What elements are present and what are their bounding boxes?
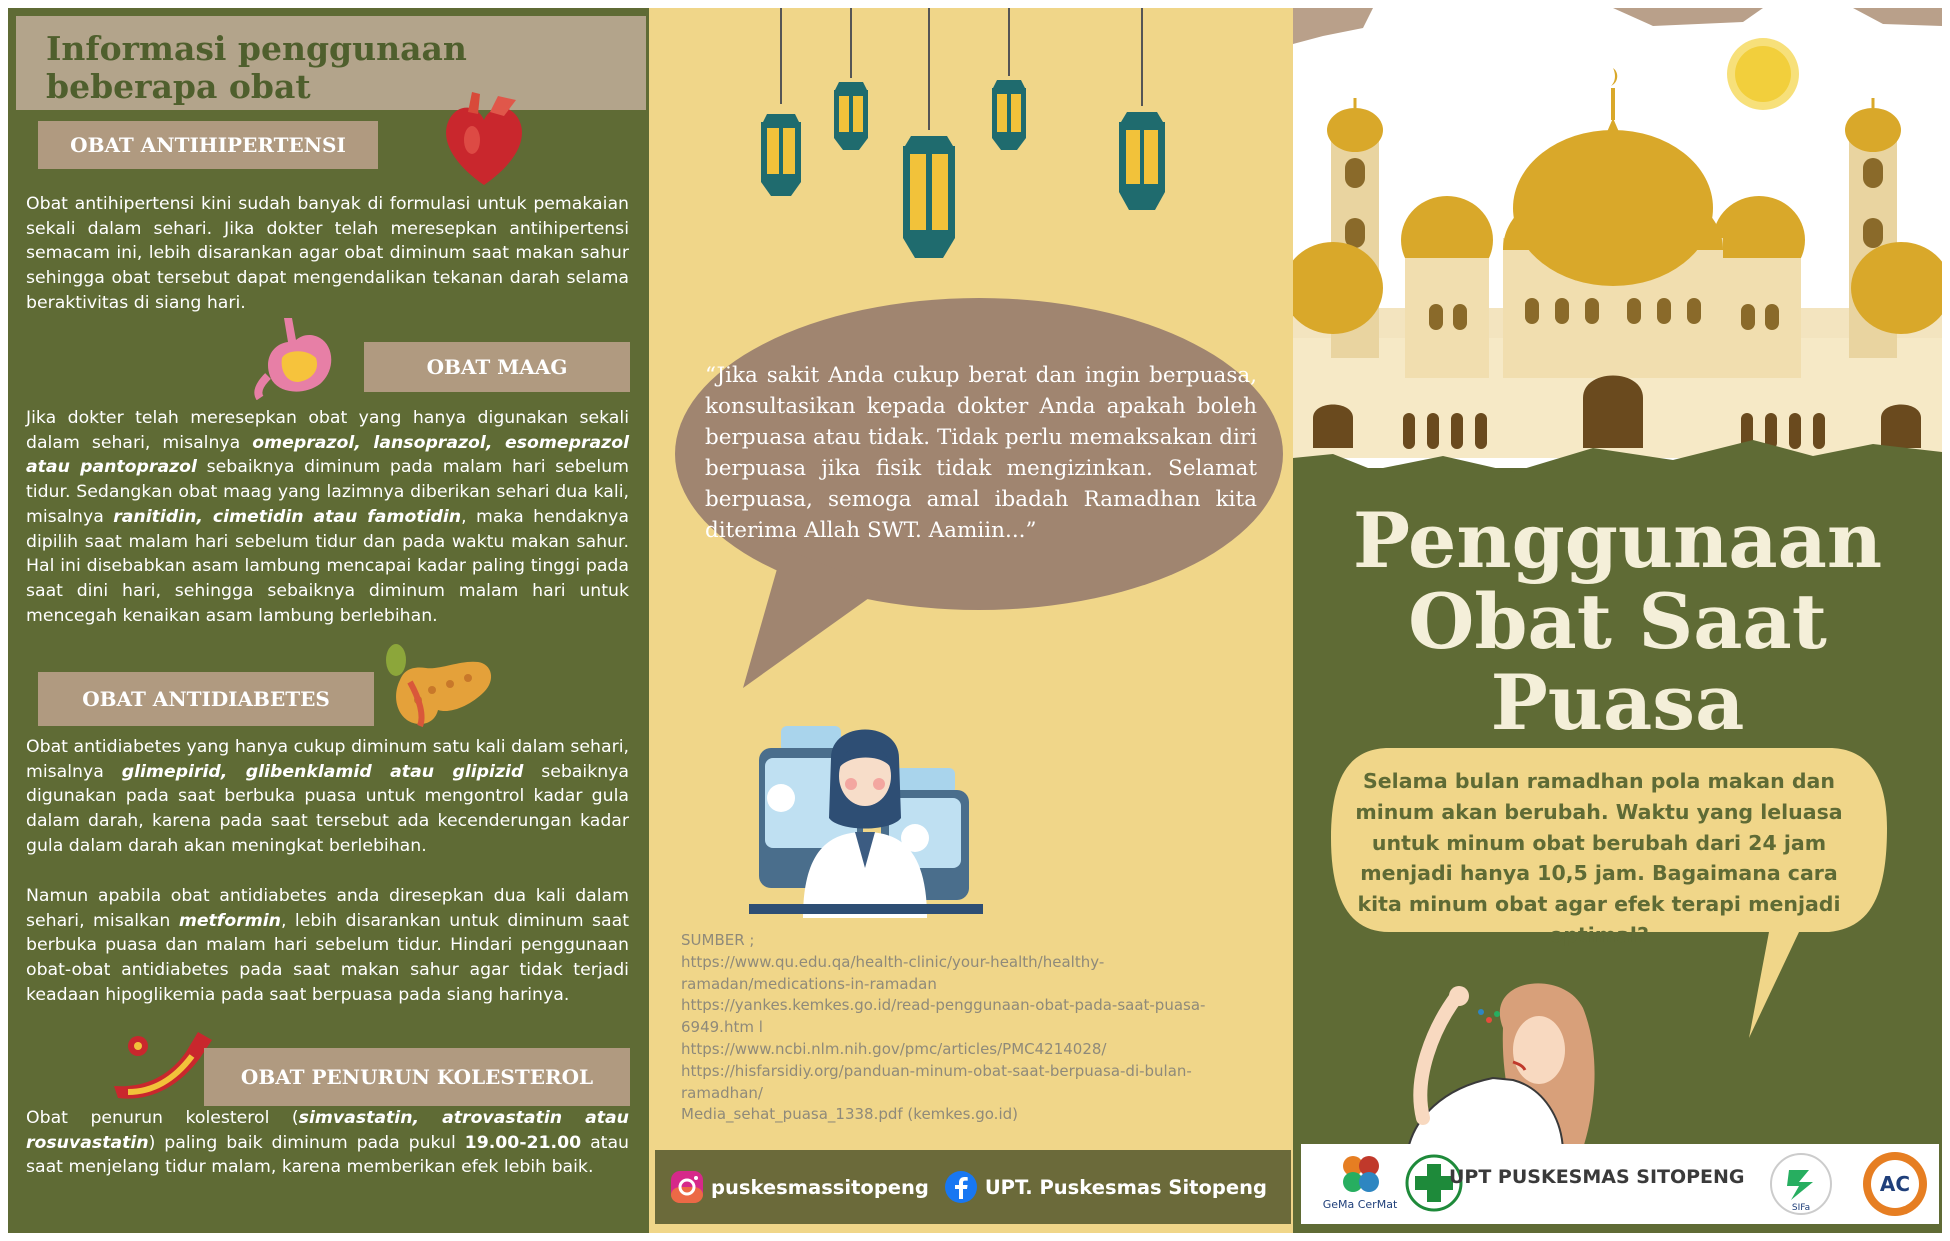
- ac-badge-logo: [1861, 1150, 1929, 1218]
- source-link[interactable]: https://hisfarsidiy.org/panduan-minum-obat-saat-berpuasa-di-bulan-ramadhan/: [681, 1061, 1192, 1102]
- source-link[interactable]: Media_sehat_puasa_1338.pdf (kemkes.go.id): [681, 1105, 1018, 1124]
- sources-list: [681, 930, 1241, 1126]
- woman-taking-pill-illustration: [1373, 968, 1633, 1158]
- instagram-icon[interactable]: [669, 1169, 705, 1205]
- social-bar: [655, 1150, 1291, 1224]
- facebook-page[interactable]: UPT. Puskesmas Sitopeng: [984, 1175, 1267, 1199]
- source-link[interactable]: https://www.qu.edu.qa/health-clinic/your-health/healthy-ramadan/medications-in-ramadan: [681, 952, 1105, 993]
- title-line: Puasa: [1490, 658, 1745, 747]
- ac-label: AC: [1879, 1172, 1911, 1196]
- lantern-icon: [992, 8, 1026, 150]
- lantern-icon: [834, 8, 868, 150]
- heart-icon: [438, 90, 530, 190]
- info-title: Informasi penggunaan beberapa obat: [16, 16, 646, 110]
- stomach-icon: [254, 314, 338, 400]
- section-label-kolesterol: OBAT PENURUN KOLESTEROL: [204, 1048, 630, 1106]
- left-panel: [8, 8, 649, 1233]
- sources-label: SUMBER ;: [681, 931, 755, 949]
- source-link[interactable]: https://www.ncbi.nlm.nih.gov/pmc/articles/PMC4214028/: [681, 1039, 1107, 1058]
- paragraph-antihipertensi: Obat antihipertensi kini sudah banyak di formulasi untuk pemakaian sekali dalam sehari. Jika dokter telah meresepkan antihipertensi semacam ini, lebih disarankan agar obat diminum saat makan sahur sehingga obat tersebut dapat mengendalikan tekanan darah selama beraktivitas di siang hari.: [26, 194, 629, 313]
- intro-text: Selama bulan ramadhan pola makan dan minum akan berubah. Waktu yang leluasa untuk minum obat berubah dari 24 jam menjadi hanya 10,5 jam. Bagaimana cara kita minum obat agar efek terapi menjadi optimal?: [1355, 769, 1843, 947]
- title-line: Obat Saat: [1408, 577, 1827, 666]
- logo-bar: [1301, 1144, 1939, 1224]
- title-line: Penggunaan: [1352, 496, 1883, 585]
- quote-text: “Jika sakit Anda cukup berat dan ingin berpuasa, konsultasikan kepada dokter Anda apakah boleh berpuasa atau tidak. Tidak perlu memaksakan diri berpuasa jika fisik tidak mengizinkan. Selamat berpuasa, semoga amal ibadah Ramadhan kita diterima Allah SWT. Aamiin...”: [705, 363, 1257, 543]
- source-link[interactable]: https://yankes.kemkes.go.id/read-penggunaan-obat-pada-saat-puasa-6949.htm l: [681, 996, 1206, 1037]
- paragraph-kolesterol: Obat penurun kolesterol (simvastatin, atrovastatin atau rosuvastatin) paling baik diminum pada pukul 19.00-21.00 atau saat menjelang tidur malam, karena memberikan efek lebih baik.: [26, 1108, 629, 1178]
- pancreas-icon: [380, 640, 500, 732]
- middle-panel: [649, 8, 1293, 1233]
- section-label-maag: OBAT MAAG: [364, 342, 630, 392]
- paragraph-maag: Jika dokter telah meresepkan obat yang hanya digunakan sekali dalam sehari, misalnya omeprazol, lansoprazol, esomeprazol atau pantoprazol sebaiknya diminum pada malam hari sebelum tidur. Sedangkan obat maag yang lazimnya diberikan sehari dua kali, misalnya ranitidin, cimetidin atau famotidin, maka hendaknya dipilih saat malam hari sebelum tidur dan pada waktu makan sahur. Hal ini disebabkan asam lambung mencapai kadar paling tinggi pada saat dini hari, sehingga sebaiknya diminum malam hari untuk mencegah kenaikan asam lambung berlebihan.: [26, 408, 629, 626]
- lanterns-decoration: [739, 8, 1039, 278]
- gema-cermat-logo: [1313, 1150, 1407, 1218]
- instagram-handle[interactable]: puskesmassitopeng: [711, 1175, 929, 1199]
- gema-cermat-label: GeMa CerMat: [1322, 1198, 1398, 1211]
- sifa-logo: [1769, 1152, 1833, 1216]
- pharmacist-illustration: [745, 698, 985, 918]
- facebook-icon[interactable]: [943, 1169, 979, 1205]
- paragraph-antidiabetes-1: Obat antidiabetes yang hanya cukup diminum satu kali dalam sehari, misalnya glimepirid, glibenklamid atau glipizid sebaiknya digunakan pada saat berbuka puasa untuk mengontrol kadar gula dalam darah, karena pada saat tersebut ada kecenderungan kadar gula dalam darah akan meningkat berlebihan.: [26, 737, 629, 856]
- main-title: [1293, 496, 1942, 747]
- lantern-icon: [1107, 8, 1177, 238]
- sifa-label: SIFa: [1791, 1203, 1811, 1213]
- mosque-illustration: [1293, 8, 1942, 488]
- blood-vessel-icon: [108, 1028, 218, 1108]
- paragraph-antidiabetes-2: Namun apabila obat antidiabetes anda diresepkan dua kali dalam sehari, misalkan metformin, lebih disarankan untuk diminum saat berbuka puasa dan malam hari sebelum tidur. Hindari penggunaan obat-obat antidiabetes pada saat makan sahur agar tidak terjadi keadaan hipoglikemia pada saat berpuasa pada siang harinya.: [26, 886, 629, 1005]
- puskesmas-name: UPT PUSKESMAS SITOPENG: [1449, 1166, 1745, 1188]
- section-label-antihipertensi: OBAT ANTIHIPERTENSI: [38, 121, 378, 169]
- lantern-icon: [761, 8, 801, 196]
- section-label-antidiabetes: OBAT ANTIDIABETES: [38, 672, 374, 726]
- lantern-icon: [903, 8, 955, 258]
- right-panel: [1293, 8, 1942, 1233]
